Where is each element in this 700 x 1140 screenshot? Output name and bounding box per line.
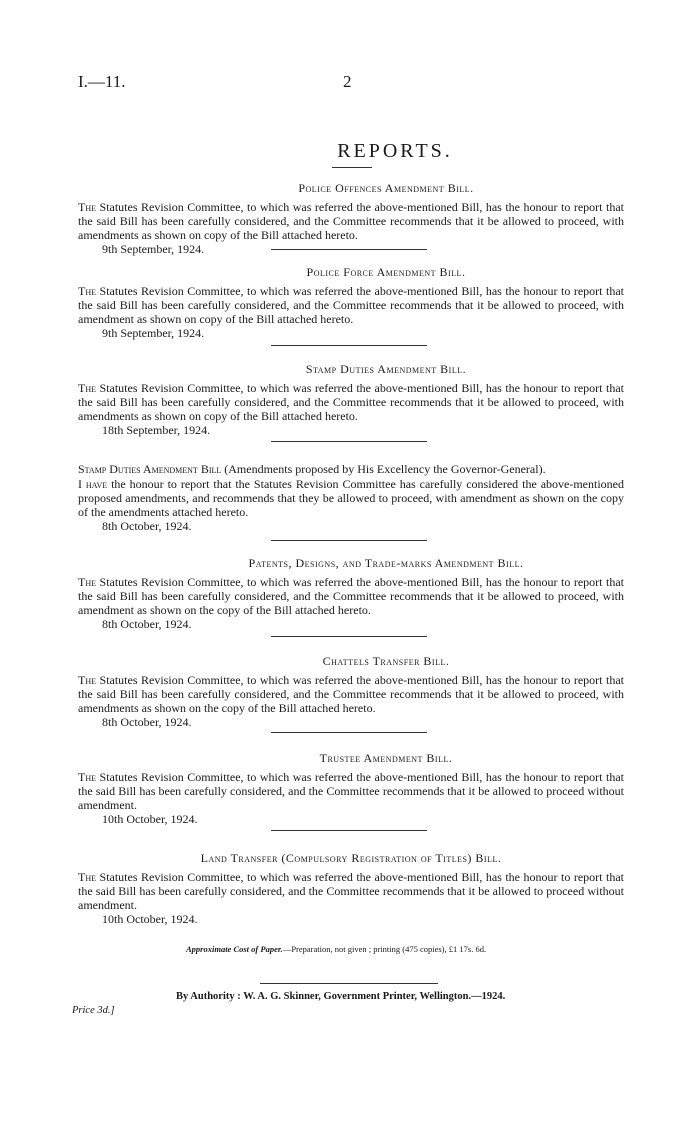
report-body [78, 575, 624, 617]
report-body [78, 381, 624, 423]
document-reference: I.—11. [78, 72, 126, 91]
cost-label: Approximate Cost of Paper. [186, 944, 283, 954]
section-divider [271, 830, 427, 831]
report-trustee [78, 751, 624, 826]
cost-text: —Preparation, not given ; printing (475 copies), £1 17s. 6d. [282, 944, 487, 954]
bill-title: Trustee Amendment Bill. [319, 751, 453, 765]
report-police-force [78, 265, 624, 340]
footer-rule [260, 983, 438, 984]
report-lead: I have [78, 477, 108, 491]
section-divider [271, 732, 427, 733]
bill-title: Police Offences Amendment Bill. [298, 181, 474, 195]
report-date: 9th September, 1924. [102, 326, 205, 340]
report-body [78, 770, 624, 812]
title-rule [332, 167, 372, 168]
report-date: 10th October, 1924. [102, 812, 198, 826]
section-divider [271, 636, 427, 637]
bill-title: Patents, Designs, and Trade-marks Amendment Bill. [248, 556, 524, 570]
report-body [78, 200, 624, 242]
bill-title: Chattels Transfer Bill. [322, 654, 450, 668]
report-date: 10th October, 1924. [102, 912, 198, 926]
bill-title [78, 462, 624, 476]
section-divider [271, 441, 427, 442]
report-text: Statutes Revision Committee, to which was referred the above-mentioned Bill, has the honour to report that the said Bill has been carefully considered, and the Committee recommends that it be allowed to proceed without amendment. [78, 870, 624, 912]
report-lead: The [78, 284, 96, 298]
bill-title: Stamp Duties Amendment Bill. [305, 362, 467, 376]
report-text: Statutes Revision Committee, to which was referred the above-mentioned Bill, has the honour to report that the said Bill has been carefully considered, and the Committee recommends that it be allowed to proceed, with amendment as shown on the copy of the Bill attached hereto. [78, 575, 624, 617]
page-number: 2 [343, 72, 352, 91]
bill-title-rest: (Amendments proposed by His Excellency the Governor-General). [224, 462, 546, 476]
report-body [78, 477, 624, 519]
report-stamp-duties [78, 362, 624, 437]
report-text: Statutes Revision Committee, to which was referred the above-mentioned Bill, has the honour to report that the said Bill has been carefully considered, and the Committee recommends that it be allowed to proceed without amendment. [78, 770, 624, 812]
report-lead: The [78, 575, 96, 589]
report-date: 8th October, 1924. [102, 715, 192, 729]
bill-title: Police Force Amendment Bill. [306, 265, 466, 279]
report-text: Statutes Revision Committee, to which was referred the above-mentioned Bill, has the honour to report that the said Bill has been carefully considered, and the Committee recommends that it be allowed to proceed, with amendments as shown on copy of the Bill attached hereto. [78, 200, 624, 242]
report-body [78, 870, 624, 912]
section-divider [271, 540, 427, 541]
report-body [78, 284, 624, 326]
report-lead: The [78, 200, 96, 214]
report-text: Statutes Revision Committee, to which was referred the above-mentioned Bill, has the honour to report that the said Bill has been carefully considered, and the Committee recommends that it be allowed to proceed, with amendments as shown on copy of the Bill attached hereto. [78, 381, 624, 423]
report-chattels-transfer [78, 654, 624, 729]
page-title: REPORTS. [337, 140, 453, 162]
section-divider [271, 249, 427, 250]
bill-title: Land Transfer (Compulsory Registration of Titles) Bill. [200, 851, 502, 865]
bill-title-caps: Stamp Duties Amendment Bill [78, 462, 222, 476]
section-divider [271, 345, 427, 346]
report-date: 8th October, 1924. [102, 617, 192, 631]
price: Price 3d.] [72, 1005, 115, 1016]
report-land-transfer [78, 851, 624, 926]
report-patents [78, 556, 624, 631]
report-date: 9th September, 1924. [102, 242, 205, 256]
report-body [78, 673, 624, 715]
report-stamp-duties-governor [78, 462, 624, 533]
report-date: 18th September, 1924. [102, 423, 211, 437]
report-lead: The [78, 870, 96, 884]
report-lead: The [78, 770, 96, 784]
report-text: the honour to report that the Statutes Revision Committee has carefully considered the above-mentioned proposed amendments, and recommends that they be allowed to proceed, with amendment as shown on the copy of the amendments attached hereto. [78, 477, 625, 519]
report-text: Statutes Revision Committee, to which was referred the above-mentioned Bill, has the honour to report that the said Bill has been carefully considered, and the Committee recommends that it be allowed to proceed, with amendments as shown on the copy of the Bill attached hereto. [78, 673, 624, 715]
report-police-offences [78, 181, 624, 256]
report-lead: The [78, 673, 96, 687]
report-lead: The [78, 381, 96, 395]
cost-note [186, 944, 486, 954]
printer-imprint: By Authority : W. A. G. Skinner, Government Printer, Wellington.—1924. [176, 991, 506, 1002]
report-date: 8th October, 1924. [102, 519, 192, 533]
report-text: Statutes Revision Committee, to which was referred the above-mentioned Bill, has the honour to report that the said Bill has been carefully considered, and the Committee recommends that it be allowed to proceed, with amendment as shown on copy of the Bill attached hereto. [78, 284, 624, 326]
